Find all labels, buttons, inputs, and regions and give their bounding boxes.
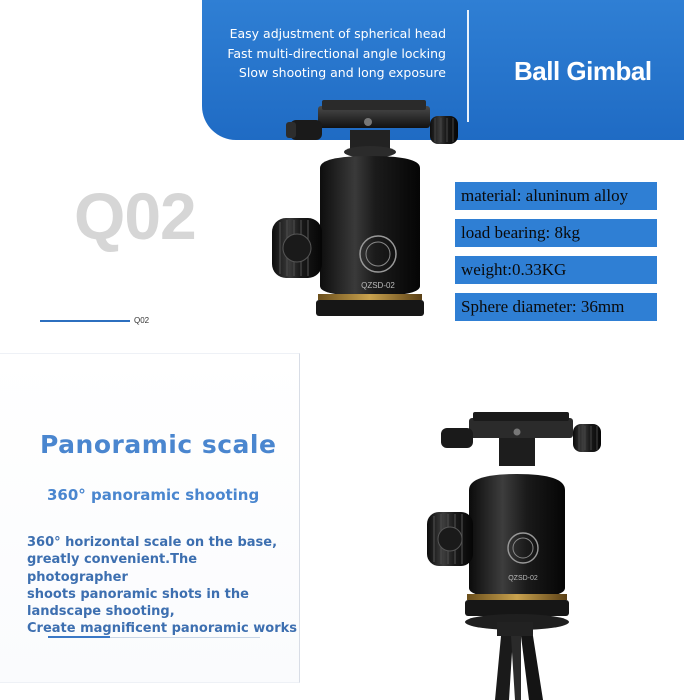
product-engraving: QZSD-02 [508, 575, 538, 582]
feature-item: Easy adjustment of spherical head [229, 26, 446, 41]
spec-load-bearing: load bearing: 8kg [455, 219, 657, 247]
feature-item: Fast multi-directional angle locking [227, 45, 446, 61]
spec-weight: weight:0.33KG [455, 256, 657, 284]
description-line: landscape shooting, [27, 604, 175, 620]
description-line: greatly convenient.The photographer [27, 552, 198, 585]
panoramic-rule-line [110, 637, 260, 638]
description-line: 360° horizontal scale on the base, [27, 535, 278, 550]
product-engraving: QZSD-02 [361, 281, 395, 290]
spec-material: material: aluninum alloy [455, 182, 657, 210]
panoramic-title: Panoramic scale [40, 430, 277, 459]
panoramic-accent-line [48, 636, 110, 638]
description-line: shoots panoramic shots in the [27, 586, 249, 602]
spec-sphere-diameter: Sphere diameter: 36mm [455, 293, 657, 321]
ball-head-product-image [270, 96, 470, 320]
ball-head-tripod-image [425, 408, 615, 700]
description-line: Create magnificent panoramic works [27, 621, 298, 637]
feature-list [202, 24, 446, 83]
model-underline [40, 320, 130, 322]
feature-item: Slow shooting and long exposure [238, 65, 446, 80]
model-small-label: Q02 [134, 316, 150, 325]
panoramic-description [27, 534, 297, 638]
panoramic-subtitle: 360° panoramic shooting [47, 486, 260, 504]
banner-title: Ball Gimbal [514, 56, 652, 86]
model-watermark: Q02 [74, 179, 196, 253]
